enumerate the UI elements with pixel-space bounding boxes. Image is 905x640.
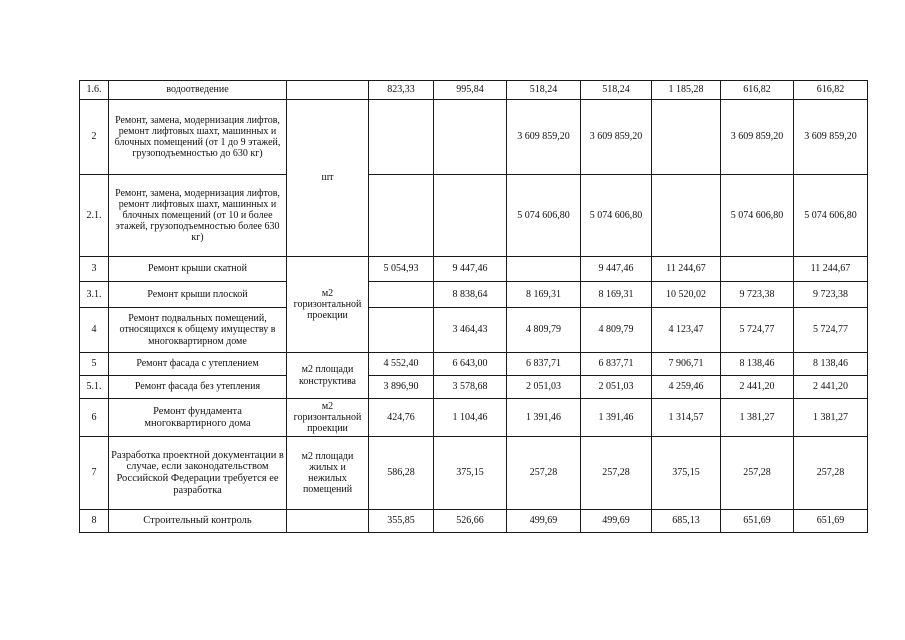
value-cell: 518,24 — [507, 81, 581, 100]
work-name: Строительный контроль — [109, 510, 287, 533]
value-cell: 4 259,46 — [652, 376, 721, 399]
table-row — [80, 308, 868, 353]
value-cell: 257,28 — [794, 437, 868, 510]
value-cell: 685,13 — [652, 510, 721, 533]
value-cell: 10 520,02 — [652, 282, 721, 308]
value-cell: 651,69 — [721, 510, 794, 533]
row-number: 5 — [80, 353, 109, 376]
value-cell: 586,28 — [369, 437, 434, 510]
value-cell: 2 051,03 — [581, 376, 652, 399]
value-cell: 4 809,79 — [507, 308, 581, 353]
value-cell: 6 837,71 — [581, 353, 652, 376]
value-cell — [369, 308, 434, 353]
value-cell: 4 123,47 — [652, 308, 721, 353]
value-cell: 1 314,57 — [652, 399, 721, 437]
value-cell: 3 609 859,20 — [581, 100, 652, 175]
value-cell: 1 104,46 — [434, 399, 507, 437]
value-cell: 995,84 — [434, 81, 507, 100]
table-row — [80, 376, 868, 399]
cost-table — [79, 80, 868, 533]
work-name: Разработка проектной документации в случае, если законодательством Российской Федерации требуется ее разработка — [109, 437, 287, 510]
value-cell: 526,66 — [434, 510, 507, 533]
value-cell: 5 724,77 — [721, 308, 794, 353]
value-cell — [434, 100, 507, 175]
value-cell: 4 809,79 — [581, 308, 652, 353]
value-cell: 3 609 859,20 — [721, 100, 794, 175]
table-row — [80, 257, 868, 282]
unit-cell: м2 горизонтальной проекции — [287, 399, 369, 437]
value-cell: 8 138,46 — [794, 353, 868, 376]
row-number: 2.1. — [80, 175, 109, 257]
value-cell: 3 896,90 — [369, 376, 434, 399]
value-cell — [721, 257, 794, 282]
unit-cell: м2 площади жилых и нежилых помещений — [287, 437, 369, 510]
value-cell: 6 643,00 — [434, 353, 507, 376]
value-cell: 8 169,31 — [581, 282, 652, 308]
value-cell: 5 074 606,80 — [581, 175, 652, 257]
table-row — [80, 399, 868, 437]
value-cell: 2 441,20 — [794, 376, 868, 399]
value-cell — [652, 175, 721, 257]
value-cell: 5 074 606,80 — [721, 175, 794, 257]
table-row — [80, 353, 868, 376]
value-cell: 355,85 — [369, 510, 434, 533]
value-cell: 3 609 859,20 — [507, 100, 581, 175]
row-number: 1.6. — [80, 81, 109, 100]
value-cell: 499,69 — [581, 510, 652, 533]
value-cell: 257,28 — [507, 437, 581, 510]
work-name: Ремонт фасада с утеплением — [109, 353, 287, 376]
work-name: Ремонт фундамента многоквартирного дома — [109, 399, 287, 437]
value-cell: 9 723,38 — [721, 282, 794, 308]
value-cell: 424,76 — [369, 399, 434, 437]
value-cell — [369, 175, 434, 257]
value-cell: 823,33 — [369, 81, 434, 100]
value-cell: 5 074 606,80 — [507, 175, 581, 257]
value-cell: 5 074 606,80 — [794, 175, 868, 257]
value-cell: 257,28 — [581, 437, 652, 510]
table-row — [80, 510, 868, 533]
value-cell: 257,28 — [721, 437, 794, 510]
value-cell: 8 838,64 — [434, 282, 507, 308]
value-cell: 5 054,93 — [369, 257, 434, 282]
value-cell: 6 837,71 — [507, 353, 581, 376]
value-cell: 7 906,71 — [652, 353, 721, 376]
row-number: 2 — [80, 100, 109, 175]
unit-cell — [287, 510, 369, 533]
value-cell: 518,24 — [581, 81, 652, 100]
value-cell: 9 447,46 — [581, 257, 652, 282]
value-cell: 651,69 — [794, 510, 868, 533]
value-cell — [652, 100, 721, 175]
value-cell: 616,82 — [794, 81, 868, 100]
value-cell: 1 381,27 — [794, 399, 868, 437]
value-cell — [507, 257, 581, 282]
work-name: Ремонт, замена, модернизация лифтов, ремонт лифтовых шахт, машинных и блочных помещений (от 1 до 9 этажей, грузоподъемностью до 630 кг) — [109, 100, 287, 175]
value-cell: 5 724,77 — [794, 308, 868, 353]
value-cell: 375,15 — [434, 437, 507, 510]
value-cell: 1 381,27 — [721, 399, 794, 437]
value-cell: 3 578,68 — [434, 376, 507, 399]
row-number: 3 — [80, 257, 109, 282]
table-row — [80, 100, 868, 175]
value-cell: 2 441,20 — [721, 376, 794, 399]
work-name: Ремонт подвальных помещений, относящихся к общему имуществу в многоквартирном доме — [109, 308, 287, 353]
value-cell: 1 391,46 — [581, 399, 652, 437]
row-number: 6 — [80, 399, 109, 437]
value-cell: 1 185,28 — [652, 81, 721, 100]
value-cell — [369, 282, 434, 308]
value-cell: 375,15 — [652, 437, 721, 510]
work-name: Ремонт крыши скатной — [109, 257, 287, 282]
work-name: Ремонт фасада без утепления — [109, 376, 287, 399]
unit-cell — [287, 81, 369, 100]
value-cell — [369, 100, 434, 175]
row-number: 4 — [80, 308, 109, 353]
unit-cell: м2 горизонтальной проекции — [287, 257, 369, 353]
work-name: водоотведение — [109, 81, 287, 100]
row-number: 5.1. — [80, 376, 109, 399]
value-cell — [434, 175, 507, 257]
unit-cell: шт — [287, 100, 369, 257]
value-cell: 499,69 — [507, 510, 581, 533]
value-cell: 11 244,67 — [652, 257, 721, 282]
value-cell: 616,82 — [721, 81, 794, 100]
row-number: 8 — [80, 510, 109, 533]
table-row — [80, 175, 868, 257]
table-row — [80, 282, 868, 308]
row-number: 7 — [80, 437, 109, 510]
work-name: Ремонт крыши плоской — [109, 282, 287, 308]
unit-cell: м2 площади конструктива — [287, 353, 369, 399]
value-cell: 9 723,38 — [794, 282, 868, 308]
table-row — [80, 81, 868, 100]
value-cell: 8 169,31 — [507, 282, 581, 308]
value-cell: 1 391,46 — [507, 399, 581, 437]
value-cell: 9 447,46 — [434, 257, 507, 282]
value-cell: 3 464,43 — [434, 308, 507, 353]
value-cell: 2 051,03 — [507, 376, 581, 399]
work-name: Ремонт, замена, модернизация лифтов, ремонт лифтовых шахт, машинных и блочных помещений (от 10 и более этажей, грузоподъемностью более 630 кг) — [109, 175, 287, 257]
value-cell: 8 138,46 — [721, 353, 794, 376]
table-row — [80, 437, 868, 510]
row-number: 3.1. — [80, 282, 109, 308]
value-cell: 11 244,67 — [794, 257, 868, 282]
value-cell: 3 609 859,20 — [794, 100, 868, 175]
value-cell: 4 552,40 — [369, 353, 434, 376]
